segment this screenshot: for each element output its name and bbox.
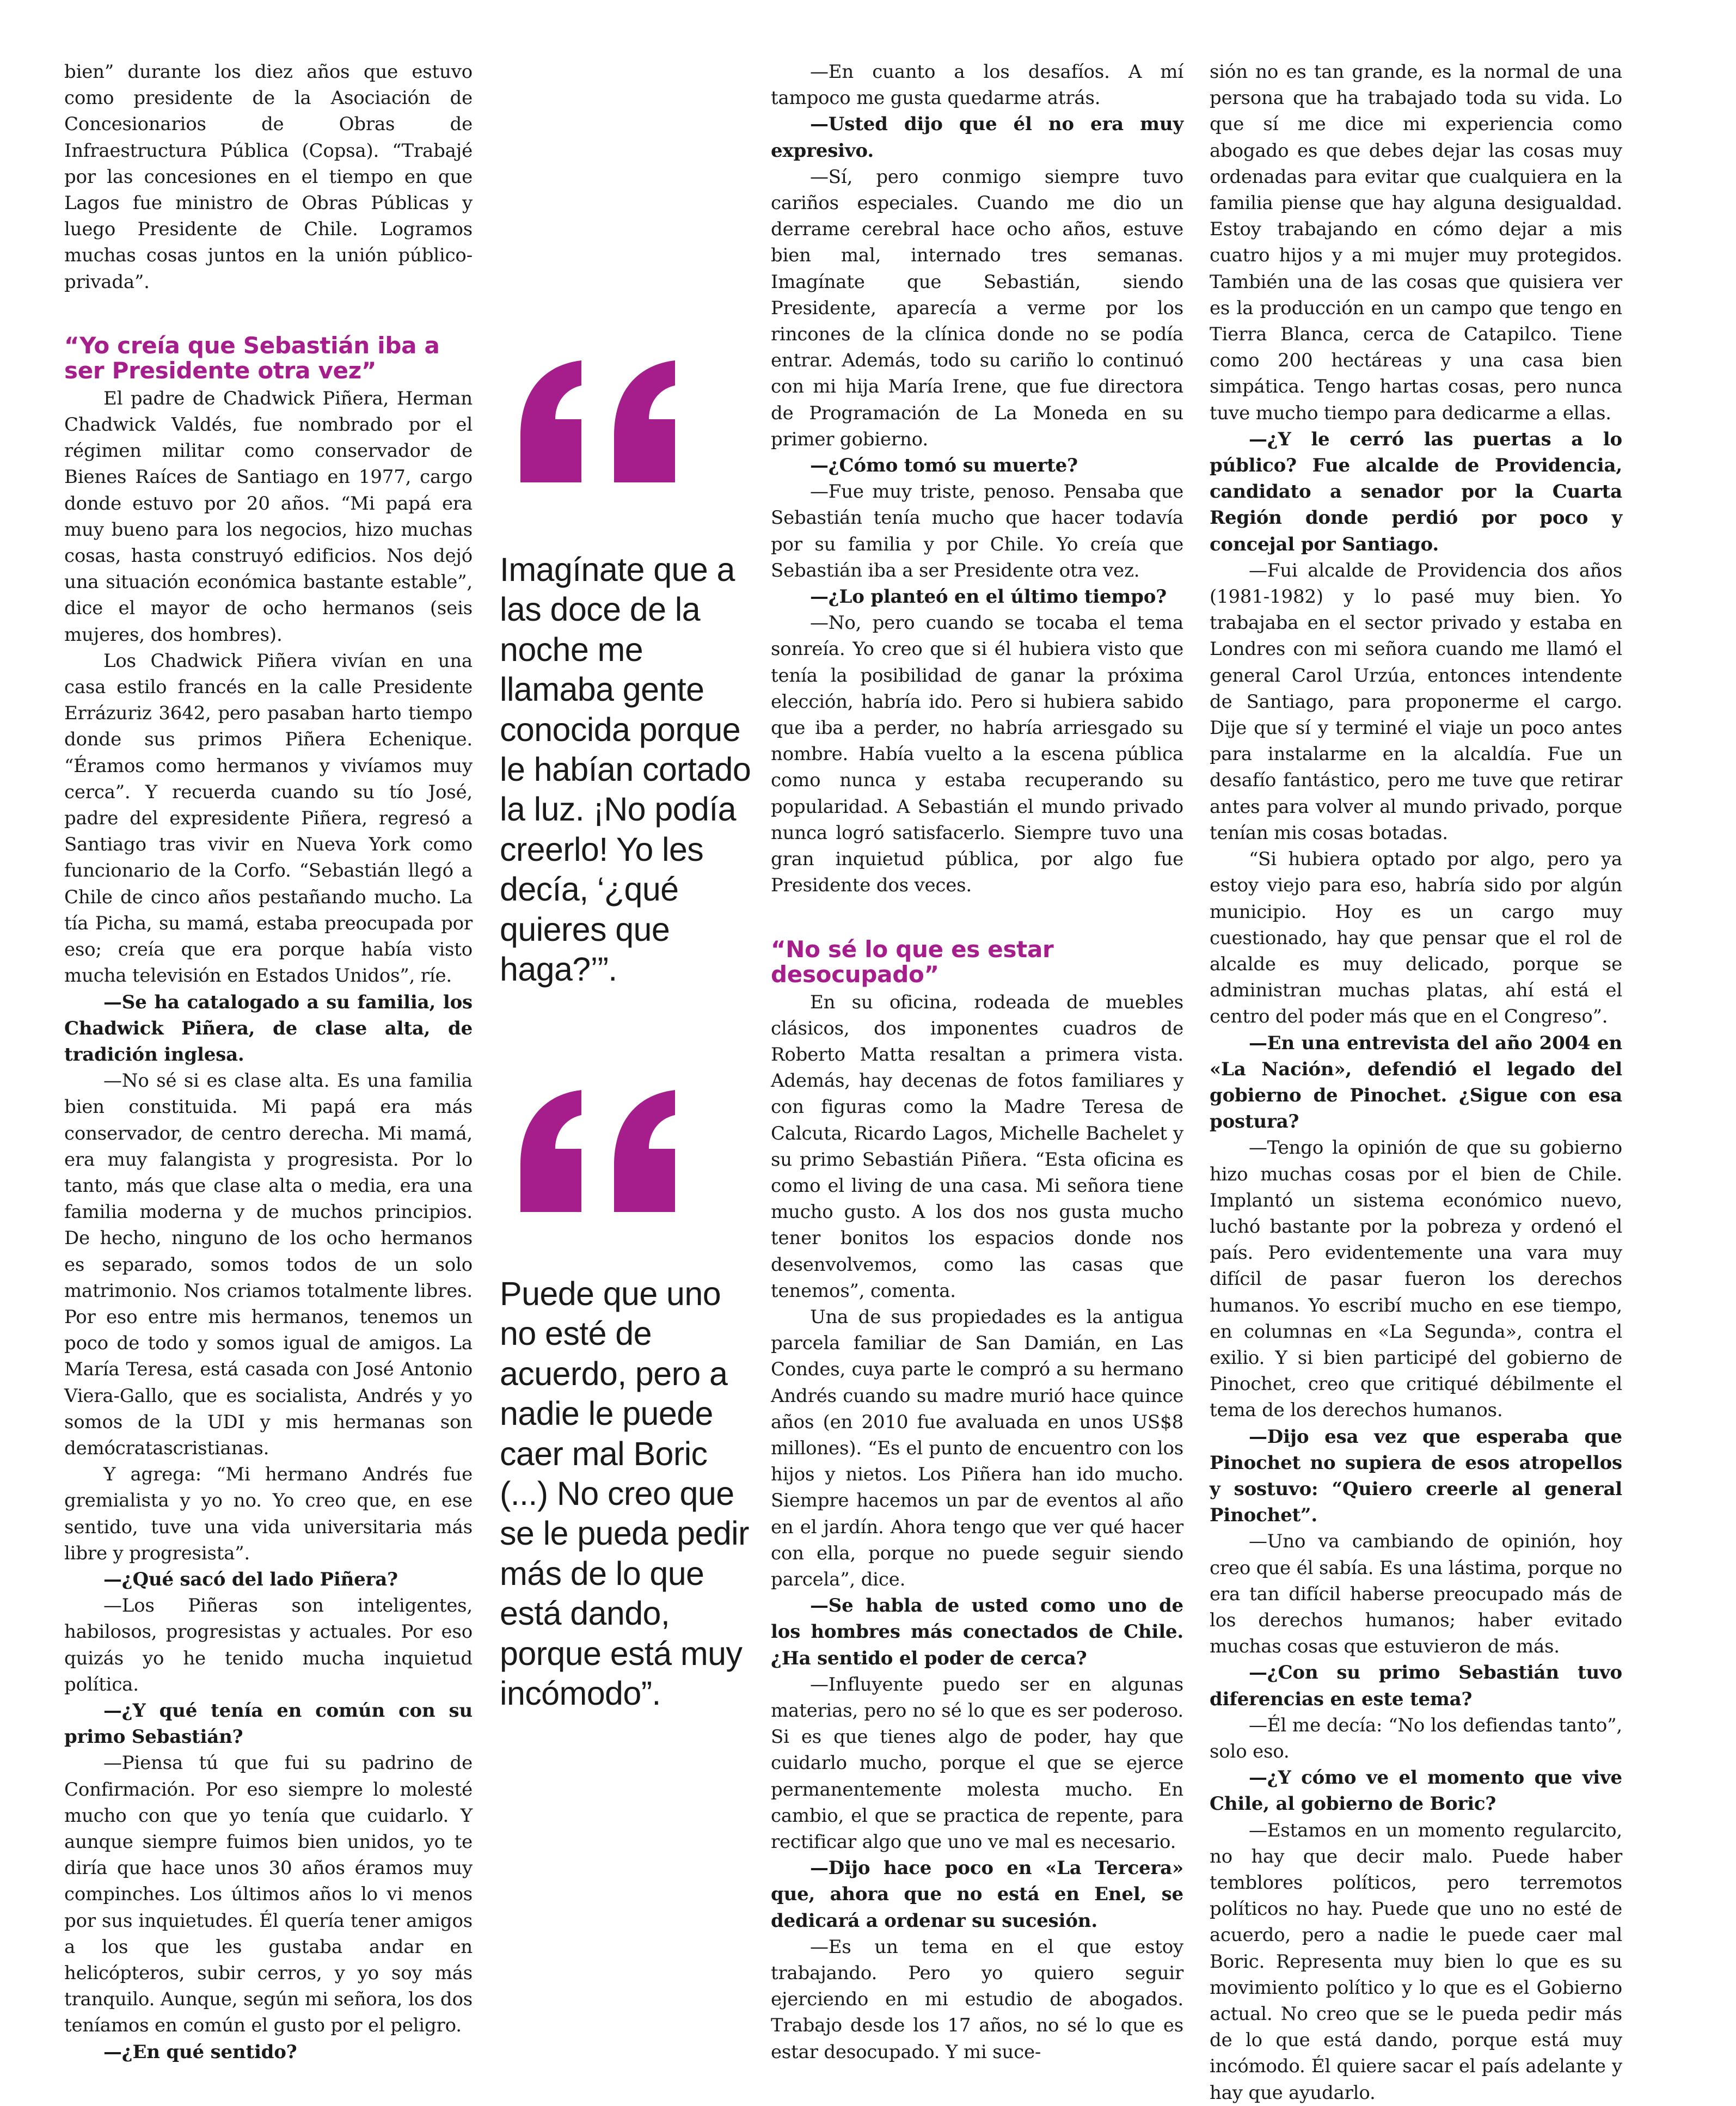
- body-paragraph: Los Chadwick Piñera vivían en una casa estilo francés en la calle Presidente Errázuriz 3642, pero pasaban harto tiempo donde sus primos Piñera Echenique. “Éramos como hermanos y vivíamos muy cerca”. Y recuerda cuando su tío José, padre del expresidente Piñera, regresó a Santiago tras vivir en Nueva York como funcionario de la Corfo. “Sebastián llegó a Chile de cinco años pestañando mucho. La tía Picha, su mamá, estaba preocupada por eso; creía que era porque había visto mucha televisión en Estados Unidos”, ríe.: [64, 650, 473, 987]
- body-paragraph: —Sí, pero conmigo siempre tuvo cariños especiales. Cuando me dio un derrame cerebral hace ocho años, estuve bien mal, internado tres semanas. Imagínate que Sebastián, siendo Presidente, aparecía a verme por los rincones de la clínica donde no se podía entrar. Además, todo su cariño lo continuó con mi hija María Irene, que fue directora de Programación de La Moneda en su primer gobierno.: [771, 166, 1183, 450]
- interview-question: —Usted dijo que él no era muy expresivo.: [771, 113, 1183, 162]
- body-paragraph: —Fue muy triste, penoso. Pensaba que Sebastián tenía mucho que hacer todavía por su familia y por Chile. Yo creía que Sebastián iba a ser Presidente otra vez.: [771, 481, 1183, 581]
- body-paragraph: Una de sus propiedades es la antigua parcela familiar de San Damián, en Las Condes, cuya parte le compró a su hermano Andrés cuando su madre murió hace quince años (en 2010 fue avaluada en unos US$8 millones). “Es el punto de encuentro con los hijos y nietos. Los Piñera han ido mucho. Siempre hacemos un par de eventos al año en el jardín. Ahora tengo que ver qué hacer con ella, porque no puede seguir siendo parcela”, dice.: [771, 1306, 1183, 1590]
- pull-quote-1-text: Imagínate que a las doce de la noche me llamaba gente conocida porque le habían cortado la luz. ¡No podía creerlo! Yo les decía, ‘¿qué quieres que haga?’”.: [500, 551, 751, 988]
- body-paragraph: En su oficina, rodeada de muebles clásicos, dos imponentes cuadros de Roberto Matta resaltan a primera vista. Además, hay decenas de fotos familiares y con figuras como la Madre Teresa de Calcuta, Ricardo Lagos, Michelle Bachelet y su primo Sebastián Piñera. “Esta oficina es como el living de una casa. Mi señora tiene mucho gusto. A los dos nos gusta mucho tener bonitos los espacios donde nos desenvolvemos, como las casas que tenemos”, comenta.: [771, 991, 1183, 1302]
- body-paragraph: Y agrega: “Mi hermano Andrés fue gremialista y yo no. Yo creo que, en ese sentido, tuve una vida universitaria más libre y progresista”.: [64, 1464, 473, 1564]
- interview-question: —¿Y cómo ve el momento que vive Chile, al gobierno de Boric?: [1210, 1767, 1622, 1815]
- body-paragraph: El padre de Chadwick Piñera, Herman Chadwick Valdés, fue nombrado por el régimen militar como conservador de Bienes Raíces de Santiago en 1977, cargo donde estuvo por 20 años. “Mi papá era muy bueno para los negocios, hizo muchas cosas, hasta construyó edificios. Nos dejó una situación económica bastante estable”, dice el mayor de ocho hermanos (seis mujeres, dos hombres).: [64, 387, 473, 646]
- article-column-1: [64, 59, 473, 2065]
- pull-quote-2: [500, 1078, 756, 1713]
- interview-question: —¿Qué sacó del lado Piñera?: [103, 1568, 398, 1590]
- body-paragraph: —No sé si es clase alta. Es una familia bien constituida. Mi papá era más conservador, de centro derecha. Mi mamá, era muy falangista y progresista. Por lo tanto, más que clase alta o media, era una familia moderna y de muchos principios. De hecho, ninguno de los ocho hermanos es separado, somos todos de un solo matrimonio. Nos criamos totalmente libres. Por eso entre mis hermanos, tenemos un poco de todo y somos igual de amigos. La María Teresa, está casada con José Antonio Viera-Gallo, que es socialista, Andrés y yo somos de la UDI y mis hermanas son demócratascristianas.: [64, 1070, 473, 1459]
- interview-question: —Se habla de usted como uno de los hombres más conectados de Chile. ¿Ha sentido el poder de cerca?: [771, 1595, 1183, 1669]
- interview-question: —Dijo hace poco en «La Tercera» que, ahora que no está en Enel, se dedicará a ordenar su sucesión.: [771, 1857, 1183, 1932]
- body-paragraph: sión no es tan grande, es la normal de una persona que ha trabajado toda su vida. Lo que sí me dice mi experiencia como abogado es que debes dejar las cosas muy ordenadas para evitar que cualquiera en la familia piense que hay alguna desigualdad. Estoy trabajando en cómo dejar a mis cuatro hijos y a mi mujer muy protegidos. También una de las cosas que quisiera ver es la producción en un campo que tengo en Tierra Blanca, cerca de Catapilco. Tiene como 200 hectáreas y una casa bien simpática. Tengo hartas cosas, pero nunca tuve mucho tiempo para dedicarme a ellas.: [1210, 61, 1622, 424]
- body-paragraph: —Los Piñeras son inteligentes, habilosos, progresistas y actuales. Por eso quizás yo he tenido mucha inquietud política.: [64, 1595, 473, 1695]
- interview-question: —¿En qué sentido?: [103, 2041, 297, 2063]
- body-paragraph: —Influyente puedo ser en algunas materias, pero no sé lo que es ser poderoso. Si es que tienes algo de poder, hay que cuidarlo mucho, porque el que se ejerce permanentemente molesta mucho. En cambio, el que se practica de repente, para rectificar algo que uno ve mal es necesario.: [771, 1673, 1183, 1853]
- interview-question: —En una entrevista del año 2004 en «La Nación», defendió el legado del gobierno de Pinochet. ¿Sigue con esa postura?: [1210, 1032, 1622, 1133]
- interview-question: —¿Con su primo Sebastián tuvo diferencias en este tema?: [1210, 1662, 1622, 1710]
- body-paragraph: —Es un tema en el que estoy trabajando. Pero yo quiero seguir ejerciendo en mi estudio de abogados. Trabajo desde los 17 años, no sé lo que es estar desocupado. Y mi suce-: [771, 1936, 1183, 2063]
- interview-question: —¿Lo planteó en el último tiempo?: [810, 586, 1167, 608]
- body-paragraph: —Fui alcalde de Providencia dos años (1981-1982) y lo pasé muy bien. Yo trabajaba en el sector privado y estaba en Londres con mi señora cuando me llamó el general Carol Urzúa, entonces intendente de Santiago, para proponerme el cargo. Dije que sí y terminé el viaje un poco antes para instalarme en la alcaldía. Fue un desafío fantástico, pero me tuve que retirar antes para volver al mundo privado, porque tenían mis cosas botadas.: [1210, 559, 1622, 844]
- article-column-3: [771, 59, 1183, 2065]
- quote-mark-icon: [500, 1078, 685, 1220]
- body-paragraph: —En cuanto a los desafíos. A mí tampoco me gusta quedarme atrás.: [771, 61, 1183, 109]
- body-paragraph: “Si hubiera optado por algo, pero ya estoy viejo para eso, habría sido por algún municipio. Hoy es un cargo muy cuestionado, hay que pensar que el rol de alcalde es muy delicado, porque se administran muchas platas, ahí está el centro del poder más que en el Congreso”.: [1210, 848, 1622, 1028]
- interview-question: —¿Y le cerró las puertas a lo público? Fue alcalde de Providencia, candidato a senador por la Cuarta Región donde perdió por poco y concejal por Santiago.: [1210, 428, 1622, 555]
- article-column-4: [1210, 59, 1622, 2106]
- quote-mark-icon: [500, 348, 685, 490]
- body-paragraph: —Piensa tú que fui su padrino de Confirmación. Por eso siempre lo molesté mucho con que yo tenía que cuidarlo. Y aunque siempre fuimos bien unidos, yo te diría que hace unos 30 años éramos muy compinches. Los últimos años lo vi menos por sus inquietudes. Él quería tener amigos a los que les gustaba andar en helicópteros, subir cerros, y yo soy más tranquilo. Aunque, según mi señora, los dos teníamos en común el gusto por el peligro.: [64, 1752, 473, 2037]
- body-paragraph: —Estamos en un momento regularcito, no hay que decir malo. Puede haber temblores políticos, pero terremotos políticos no hay. Puede que uno no esté de acuerdo, pero a nadie le puede caer mal Boric. Representa muy bien lo que es su movimiento político y lo que es el Gobierno actual. No creo que se le pueda pedir más de lo que está dando, porque está muy incómodo. Él quiere sacar el país adelante y hay que ayudarlo.: [1210, 1819, 1622, 2104]
- interview-question: —Dijo esa vez que esperaba que Pinochet no supiera de esos atropellos y sostuvo: “Quiero creerle al general Pinochet”.: [1210, 1425, 1622, 1527]
- body-paragraph: —Él me decía: “No los defiendas tanto”, solo eso.: [1210, 1714, 1622, 1762]
- body-paragraph: bien” durante los diez años que estuvo como presidente de la Asociación de Concesionarios de Obras de Infraestructura Pública (Copsa). “Trabajé por las concesiones en el tiempo en que Lagos fue ministro de Obras Públicas y luego Presidente de Chile. Logramos muchas cosas juntos en la unión público-privada”.: [64, 61, 473, 293]
- section-heading: “No sé lo que es estar desocupado”: [771, 935, 1054, 988]
- section-heading: “Yo creía que Sebastián iba a ser Presidente otra vez”: [64, 332, 440, 384]
- interview-question: —Se ha catalogado a su familia, los Chadwick Piñera, de clase alta, de tradición inglesa.: [64, 991, 473, 1066]
- interview-question: —¿Cómo tomó su muerte?: [810, 455, 1078, 477]
- interview-question: —¿Y qué tenía en común con su primo Sebastián?: [64, 1699, 473, 1748]
- body-paragraph: —No, pero cuando se tocaba el tema sonreía. Yo creo que si él hubiera visto que tenía la posibilidad de ganar la próxima elección, habría ido. Pero si hubiera sabido que iba a perder, no habría arriesgado su nombre. Había vuelto a la escena pública como nunca y estaba recuperando su popularidad. A Sebastián el mundo privado nunca logró satisfacerlo. Siempre tuvo una gran inquietud pública, por algo fue Presidente dos veces.: [771, 612, 1183, 897]
- pull-quote-2-text: Puede que uno no esté de acuerdo, pero a nadie le puede caer mal Boric (...) No creo que se le pueda pedir más de lo que está dando, porque está muy incómodo”.: [500, 1275, 749, 1712]
- body-paragraph: —Tengo la opinión de que su gobierno hizo muchas cosas por el bien de Chile. Implantó un sistema económico nuevo, luchó bastante por la pobreza y ordenó el país. Pero evidentemente una vara muy difícil de pasar fueron los derechos humanos. Yo escribí mucho en ese tiempo, en columnas en «La Segunda», contra el exilio. Y si bien participé del gobierno de Pinochet, creo que critiqué débilmente el tema de los derechos humanos.: [1210, 1137, 1622, 1422]
- body-paragraph: —Uno va cambiando de opinión, hoy creo que él sabía. Es una lástima, porque no era tan difícil haberse preocupado más de los derechos humanos; haber evitado muchas cosas que estuvieron de más.: [1210, 1530, 1622, 1658]
- pull-quote-1: [500, 348, 756, 989]
